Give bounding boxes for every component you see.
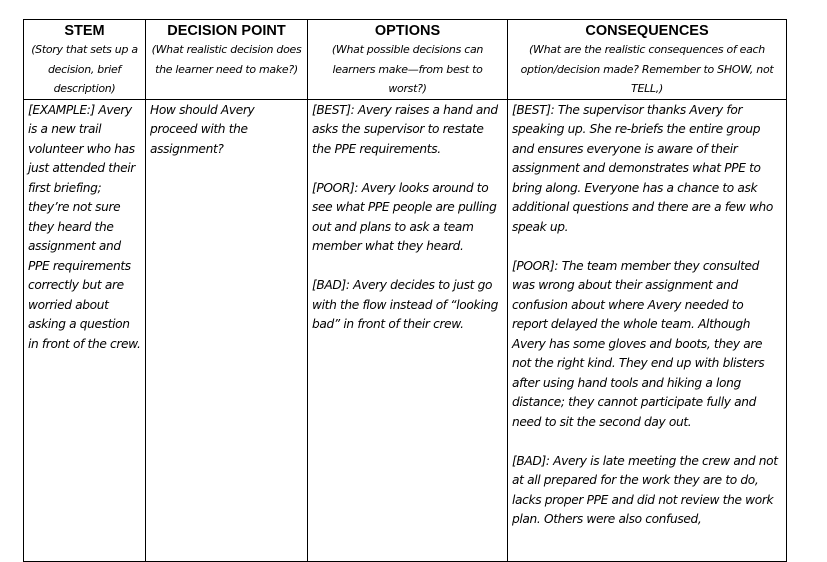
header-row: [24, 20, 787, 100]
consequences-cell: [508, 99, 787, 561]
header-decision-point-subtitle: (What realistic decision does the learner need to make?): [151, 43, 302, 76]
decision-point-text: How should Avery proceed with the assignment?: [150, 102, 255, 156]
header-stem-title: STEM: [64, 23, 105, 39]
scenario-planning-table: [23, 19, 787, 562]
consequence-poor: [POOR]: The team member they consulted was wrong about their assignment and confusion about where Avery needed to report delayed the whole team. Although Avery has some gloves and boots, they are not the right kind. They end up with blisters after using hand tools and hiking a long distance; they cannot participate fully and need to sit the second day out.: [512, 258, 765, 429]
header-decision-point-title: DECISION POINT: [167, 23, 286, 39]
header-options-subtitle: (What possible decisions can learners make—from best to worst?): [331, 43, 484, 95]
option-best: [BEST]: Avery raises a hand and asks the supervisor to restate the PPE requirements.: [312, 102, 498, 156]
header-decision-point: [146, 20, 308, 100]
header-options: [308, 20, 508, 100]
consequence-best: [BEST]: The supervisor thanks Avery for speaking up. She re-briefs the entire group and ensures everyone is aware of their assignment and demonstrates what PPE to bring along. Everyone has a chance to ask additional questions and there are a few who speak up.: [512, 102, 774, 234]
header-options-title: OPTIONS: [374, 23, 441, 39]
option-bad: [BAD]: Avery decides to just go with the flow instead of “looking bad” in front of their crew.: [312, 278, 498, 331]
header-consequences-subtitle: (What are the realistic consequences of each option/decision made? Remember to SHOW, not TELL,): [520, 43, 774, 95]
options-cell: [308, 99, 508, 561]
option-poor: [POOR]: Avery looks around to see what PPE people are pulling out and plans to ask a team member what they heard.: [312, 180, 497, 253]
decision-point-cell: [146, 99, 308, 561]
consequence-bad: [BAD]: Avery is late meeting the crew and not at all prepared for the work they are to do, lacks proper PPE and did not review the work plan. Others were also confused,: [512, 453, 778, 526]
header-consequences-title: CONSEQUENCES: [585, 23, 709, 39]
header-consequences: [508, 20, 787, 100]
header-stem-subtitle: (Story that sets up a decision, brief description): [31, 43, 138, 95]
stem-text: [EXAMPLE:] Avery is a new trail volunteer who has just attended their first briefing; they’re not sure they heard the assignment and PPE requirements correctly but are worried about asking a question in front of the crew.: [28, 102, 141, 351]
table-row: [24, 99, 787, 561]
stem-cell: [24, 99, 146, 561]
header-stem: [24, 20, 146, 100]
